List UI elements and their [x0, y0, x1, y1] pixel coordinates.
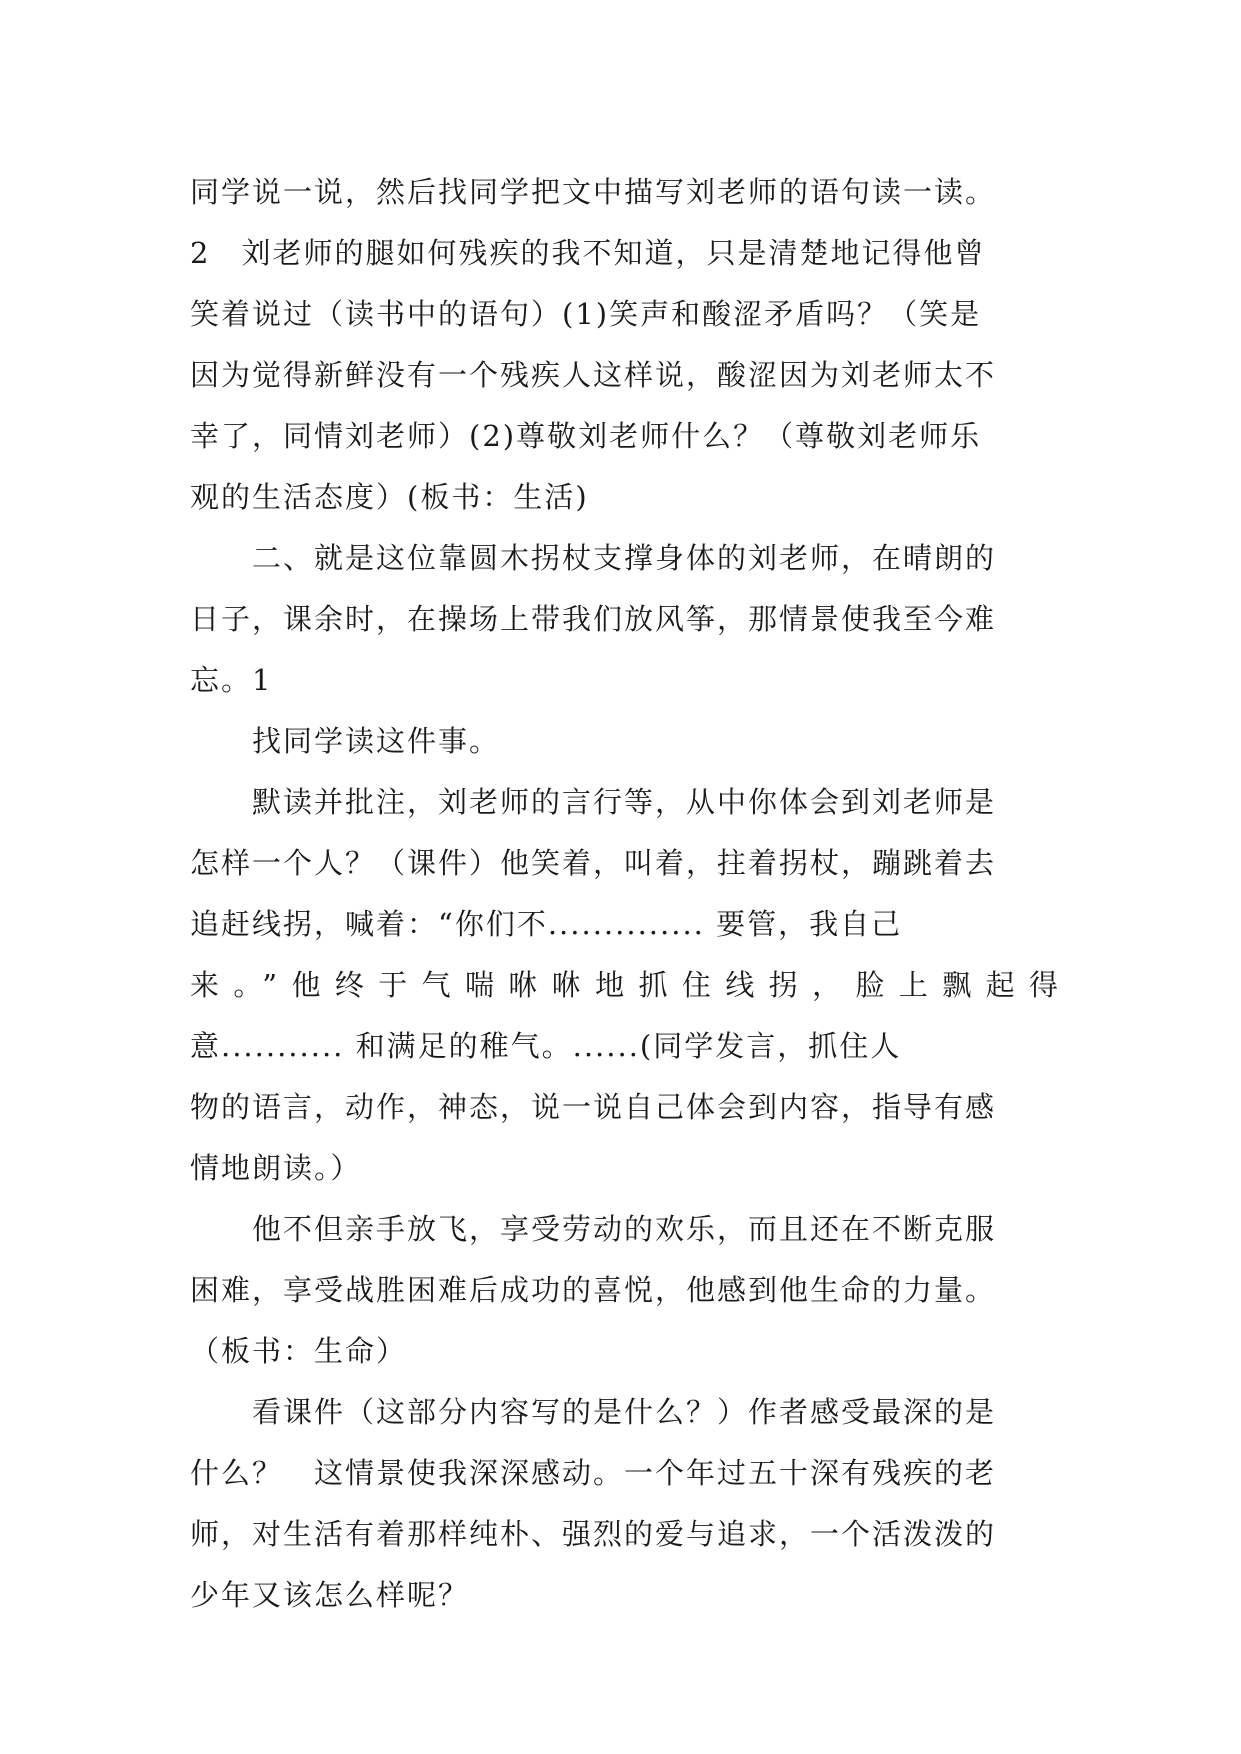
text-line: 物的语言，动作，神态，说一说自己体会到内容，指导有感: [190, 1090, 997, 1124]
text-line: 2 刘老师的腿如何残疾的我不知道，只是清楚地记得他曾: [190, 236, 986, 270]
text-line: 少年又该怎么样呢？: [190, 1578, 470, 1612]
paragraph-1: [190, 162, 1060, 528]
text-line: 追赶线拐，喊着：“你们不.............. 要管，我自己: [190, 907, 903, 941]
text-line: 因为觉得新鲜没有一个残疾人这样说，酸涩因为刘老师太不: [190, 358, 997, 392]
text-line: 观的生活态度）(板书：生活): [190, 480, 589, 514]
text-line: 笑着说过（读书中的语句）(1)笑声和酸涩矛盾吗？（笑是: [190, 297, 982, 331]
paragraph-5: [190, 1199, 1060, 1382]
text-line: 怎样一个人？（课件）他笑着，叫着，拄着拐杖，蹦跳着去: [190, 846, 997, 880]
text-line: 情地朗读。）: [190, 1151, 362, 1185]
text-line: 二、就是这位靠圆木拐杖支撑身体的刘老师，在晴朗的: [190, 541, 997, 575]
document-body: [190, 162, 1060, 1626]
text-line: 看课件（这部分内容写的是什么？）作者感受最深的是: [190, 1395, 997, 1429]
text-line: 日子，课余时，在操场上带我们放风筝，那情景使我至今难: [190, 602, 997, 636]
text-line: 默读并批注，刘老师的言行等，从中你体会到刘老师是: [190, 785, 997, 819]
text-line-justified: 来。”他终于气喘咻咻地抓住线拐，脸上飘起得: [190, 968, 1060, 1002]
paragraph-2: [190, 528, 1060, 711]
text-line: 什么？ 这情景使我深深感动。一个年过五十深有残疾的老: [190, 1456, 997, 1490]
text-line: 师，对生活有着那样纯朴、强烈的爱与追求，一个活泼泼的: [190, 1517, 997, 1551]
text-line: （板书：生命）: [190, 1334, 408, 1368]
text-line: 同学说一说，然后找同学把文中描写刘老师的语句读一读。: [190, 175, 997, 209]
paragraph-6: [190, 1382, 1060, 1626]
paragraph-3: [190, 711, 1060, 772]
text-line: 幸了，同情刘老师）(2)尊敬刘老师什么？（尊敬刘老师乐: [190, 419, 982, 453]
text-line: 困难，享受战胜困难后成功的喜悦，他感到他生命的力量。: [190, 1273, 997, 1307]
paragraph-4: [190, 772, 1060, 1199]
text-line: 找同学读这件事。: [190, 724, 501, 758]
text-line: 忘。1: [190, 663, 273, 697]
text-line: 意........... 和满足的稚气。......(同学发言，抓住人: [190, 1029, 902, 1063]
text-line: 他不但亲手放飞，享受劳动的欢乐，而且还在不断克服: [190, 1212, 997, 1246]
